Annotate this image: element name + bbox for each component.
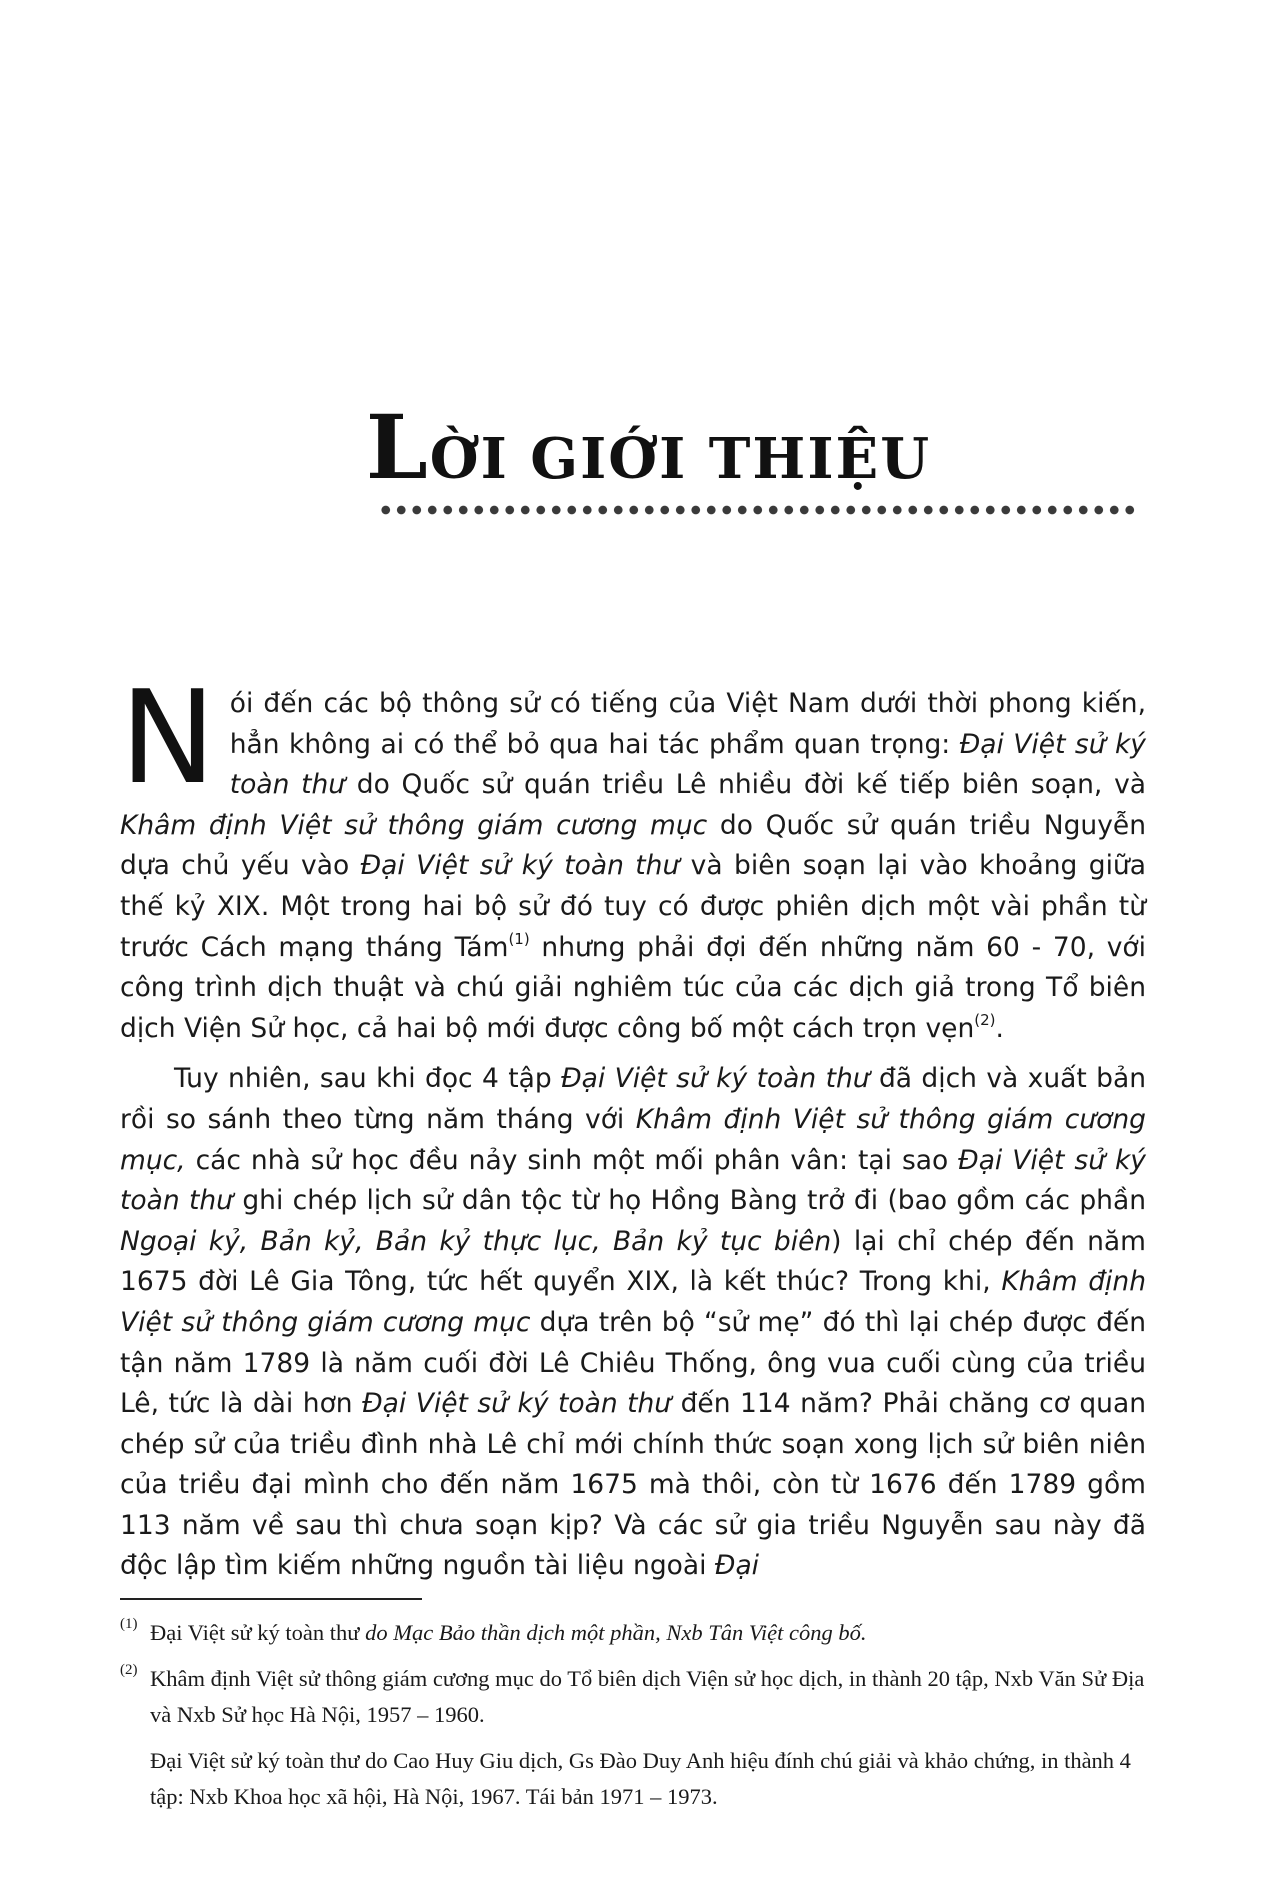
- italic-title: Đại Việt sử ký toàn thư: [362, 1388, 672, 1420]
- paragraph-1: [120, 664, 1147, 1049]
- text-run: các nhà sử học đều nảy sinh một mối phân vân: tại sao: [185, 1144, 959, 1176]
- footnote-separator: [120, 1598, 422, 1600]
- text-run: Tuy nhiên, sau khi đọc 4 tập: [174, 1063, 562, 1095]
- footnote-text: Đại Việt sử ký toàn thư: [150, 1620, 366, 1645]
- text-run: đến 114 năm? Phải chăng cơ quan chép sử của triều đình nhà Lê chỉ mới chính thức soạn xong lịch sử biên niên của triều đại mình cho đến năm 1675 mà thôi, còn từ 1676 đến 1789 gồm 113 năm về sau thì chưa soạn kịp? Và các sử gia triều Nguyễn sau này đã độc lập tìm kiếm những nguồn tài liệu ngoài: [120, 1388, 1146, 1582]
- footnote-text-italic: do Mạc Bảo thần dịch một phần, Nxb Tân Việt công bố.: [365, 1620, 867, 1645]
- footnote-1: [120, 1615, 1150, 1651]
- italic-title: Khâm định Việt sử thông giám cương mục: [120, 809, 708, 841]
- italic-title: Đại Việt sử ký toàn thư: [120, 1144, 1146, 1217]
- text-run: đã dịch và xuất bản rồi so sánh theo từng năm tháng với: [120, 1063, 1146, 1135]
- text-run: dựa trên bộ “sử mẹ” đó thì lại chép được đến tận năm 1789 là năm cuối đời Lê Chiêu Thống, ông vua cuối cùng của triều Lê, tức là dài hơn: [120, 1306, 1146, 1420]
- italic-title: Đại Việt sử ký toàn thư: [229, 728, 1146, 801]
- footnotes: [120, 1615, 1150, 1825]
- footnote-marker: (2): [120, 1662, 138, 1678]
- italic-title: Ngoại kỷ, Bản kỷ, Bản kỷ thực lục, Bản kỷ tục biên: [120, 1225, 832, 1257]
- italic-title: Khâm định Việt sử thông giám cương mục,: [120, 1103, 1147, 1176]
- italic-title: Đại: [714, 1550, 760, 1582]
- footnote-text: Khâm định Việt sử thông giám cương mục do Tổ biên dịch Viện sử học dịch, in thành 20 tập, Nxb Văn Sử Địa và Nxb Sử học Hà Nội, 1957 – 1960.: [150, 1666, 1145, 1727]
- footnote-marker: (1): [120, 1616, 138, 1632]
- footnote-ref-2[interactable]: (2): [974, 1010, 996, 1029]
- footnote-2-continued: [120, 1743, 1150, 1815]
- chapter-title-rest: ỜI GIỚI THIỆU: [429, 426, 932, 492]
- chapter-title-initial: L: [365, 395, 430, 499]
- paragraph-2: [120, 1059, 1146, 1587]
- text-run: ) lại chỉ chép đến năm 1675 đời Lê Gia Tông, tức hết quyển XIX, là kết thúc? Trong khi,: [120, 1225, 1146, 1298]
- text-run: ghi chép lịch sử dân tộc từ họ Hồng Bàng trở đi (bao gồm các phần: [232, 1185, 1146, 1217]
- text-run: do Quốc sử quán triều Lê nhiều đời kế tiếp biên soạn, và: [345, 769, 1146, 801]
- drop-cap: N: [120, 664, 216, 813]
- footnote-ref-1[interactable]: (1): [508, 929, 530, 948]
- footnote-text: Đại Việt sử ký toàn thư do Cao Huy Giu dịch, Gs Đào Duy Anh hiệu đính chú giải và khảo chứng, in thành 4 tập: Nxb Khoa học xã hội, Hà Nội, 1967. Tái bản 1971 – 1973.: [150, 1748, 1131, 1809]
- italic-title: Đại Việt sử ký toàn thư: [561, 1063, 870, 1095]
- text-run: .: [995, 1012, 1004, 1044]
- footnote-2: [120, 1661, 1150, 1733]
- title-dotted-divider: [378, 504, 1138, 516]
- text-run: nhưng phải đợi đến những năm 60 - 70, với công trình dịch thuật và chú giải nghiêm túc của các dịch giả trong Tổ biên dịch Viện Sử học, cả hai bộ mới được công bố một cách trọn vẹn: [120, 931, 1147, 1044]
- text-run: ói đến các bộ thông sử có tiếng của Việt Nam dưới thời phong kiến, hẳn không ai có thể bỏ qua hai tác phẩm quan trọng:: [229, 688, 1146, 760]
- italic-title: Đại Việt sử ký toàn thư: [360, 850, 680, 882]
- chapter-title: [0, 395, 1262, 499]
- body-text: [120, 664, 1147, 1587]
- text-run: và biên soạn lại vào khoảng giữa thế kỷ XIX. Một trong hai bộ sử đó tuy có được phiên dịch một vài phần từ trước Cách mạng tháng Tám: [120, 850, 1146, 963]
- text-run: do Quốc sử quán triều Nguyễn dựa chủ yếu vào: [120, 809, 1146, 882]
- italic-title: Khâm định Việt sử thông giám cương mục: [120, 1266, 1146, 1338]
